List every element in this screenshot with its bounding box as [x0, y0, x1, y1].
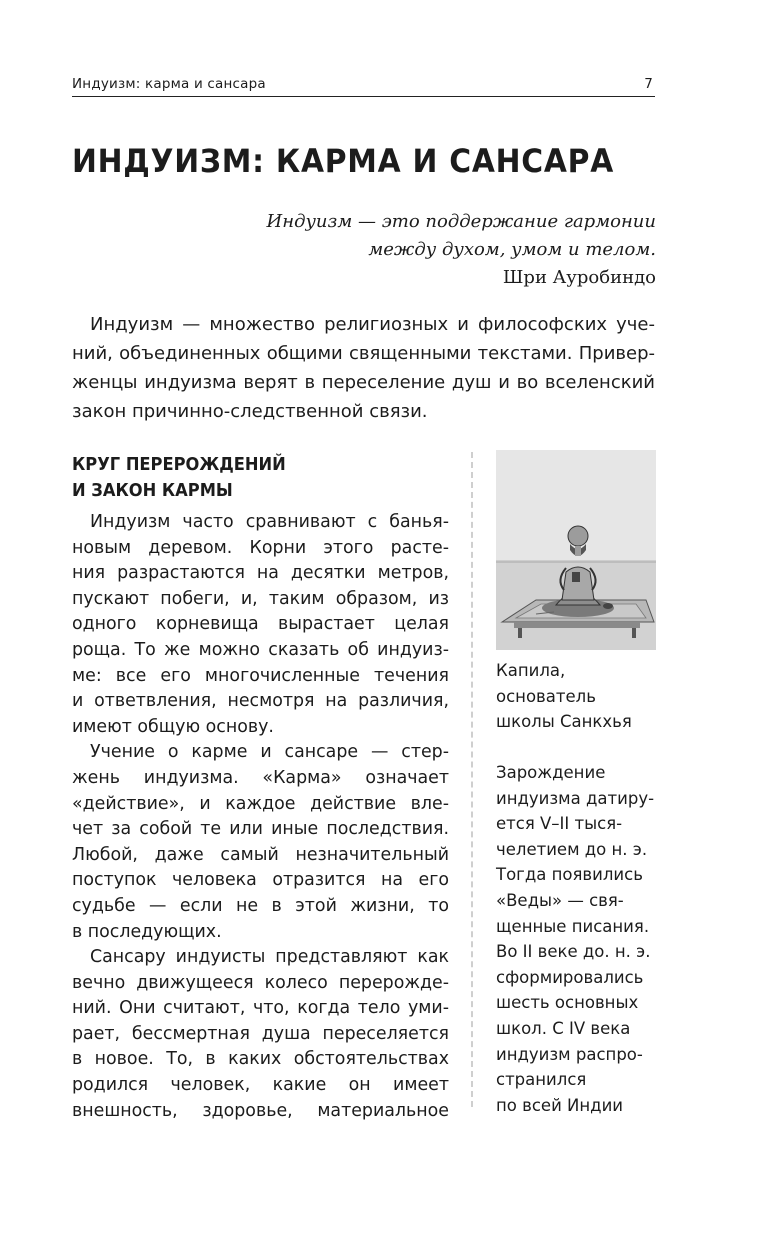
sidenote-line: ется V–II тыся- [496, 814, 623, 834]
section-heading [72, 452, 286, 504]
text-line: «действие», и каждое действие вле- [72, 793, 449, 814]
text-line: женцы индуизма верят в переселение душ и во вселенский [72, 372, 655, 393]
text-line: чет за собой те или иные последствия. [72, 819, 449, 840]
text-line: Индуизм часто сравнивают с банья- [90, 512, 449, 532]
text-line: роща. То же можно сказать об индуиз- [72, 639, 449, 660]
text-line: ний. Они считают, что, когда тело уми- [72, 998, 449, 1019]
sidenote-line: странился [496, 1070, 587, 1090]
column-divider [471, 452, 473, 1107]
text-line: закон причинно-следственной связи. [72, 401, 428, 422]
text-line: и ответвления, несмотря на различия, [72, 691, 449, 712]
main-text-column [72, 510, 449, 1124]
text-line: одного корневища вырастает целая [72, 614, 449, 635]
intro-paragraph [72, 310, 655, 426]
text-line: ме: все его многочисленные течения [72, 665, 449, 686]
sidenote-line: челетием до н. э. [496, 839, 648, 859]
kapila-illustration [496, 450, 656, 650]
text-line: в последующих. [72, 921, 222, 942]
sidenote-line: Тогда появились [496, 865, 643, 885]
epigraph-author: Шри Ауробиндо [502, 267, 656, 288]
epigraph-line: Индуизм — это поддержание гармонии [266, 211, 656, 232]
text-line: ния разрастаются на десятки метров, [72, 563, 449, 584]
sidenote [496, 760, 668, 1118]
text-line: внешность, здоровье, материальное [72, 1100, 449, 1121]
text-line: жень индуизма. «Карма» означает [72, 767, 449, 788]
figure-caption [496, 658, 668, 735]
caption-line: Капила, [496, 661, 566, 680]
text-line: вечно движущееся колесо перерожде- [72, 972, 449, 993]
text-line: поступок человека отразится на его [72, 870, 449, 891]
chapter-title: ИНДУИЗМ: КАРМА И САНСАРА [72, 142, 614, 180]
text-line: рает, бессмертная душа переселяется [72, 1023, 449, 1044]
sidenote-line: шесть основных [496, 993, 639, 1013]
caption-line: школы Санкхья [496, 712, 632, 732]
text-line: Любой, даже самый незначительный [72, 844, 449, 865]
running-head-title: Индуизм: карма и сансара [72, 76, 266, 92]
epigraph [267, 208, 656, 292]
text-line: Индуизм — множество религиозных и философских уче- [90, 314, 655, 335]
sidenote-line: сформировались [496, 967, 644, 987]
caption-line: основатель [496, 686, 596, 706]
text-line: новым деревом. Корни этого расте- [72, 537, 449, 558]
section-heading-line: КРУГ ПЕРЕРОЖДЕНИЙ [72, 455, 286, 475]
text-line: судьбе — если не в этой жизни, то [72, 895, 449, 916]
text-line: ний, объединенных общими священными текстами. Привер- [72, 343, 655, 364]
section-heading-line: И ЗАКОН КАРМЫ [72, 481, 233, 501]
sidenote-line: школ. С IV века [496, 1018, 631, 1038]
text-line: в новое. То, в каких обстоятельствах [72, 1049, 449, 1070]
text-line: Учение о карме и сансаре — стер- [90, 742, 449, 763]
epigraph-quote [267, 208, 656, 264]
sidenote-line: «Веды» — свя- [496, 890, 624, 910]
epigraph-line: между духом, умом и телом. [368, 239, 656, 260]
sidenote-line: Во II веке до. н. э. [496, 942, 651, 962]
sidenote-line: индуизм распро- [496, 1044, 643, 1064]
sidenote-line: по всей Индии [496, 1095, 624, 1115]
page-number: 7 [644, 76, 653, 92]
meditating-sage-image [496, 450, 656, 650]
text-line: Сансару индуисты представляют как [90, 947, 449, 968]
running-head [72, 76, 655, 97]
sidenote-line: щенные писания. [496, 916, 650, 936]
sidenote-line: индуизма датиру- [496, 788, 655, 808]
text-line: родился человек, какие он имеет [72, 1075, 449, 1096]
text-line: пускают побеги, и, таким образом, из [72, 588, 449, 609]
text-line: имеют общую основу. [72, 716, 274, 737]
sidenote-line: Зарождение [496, 763, 606, 782]
